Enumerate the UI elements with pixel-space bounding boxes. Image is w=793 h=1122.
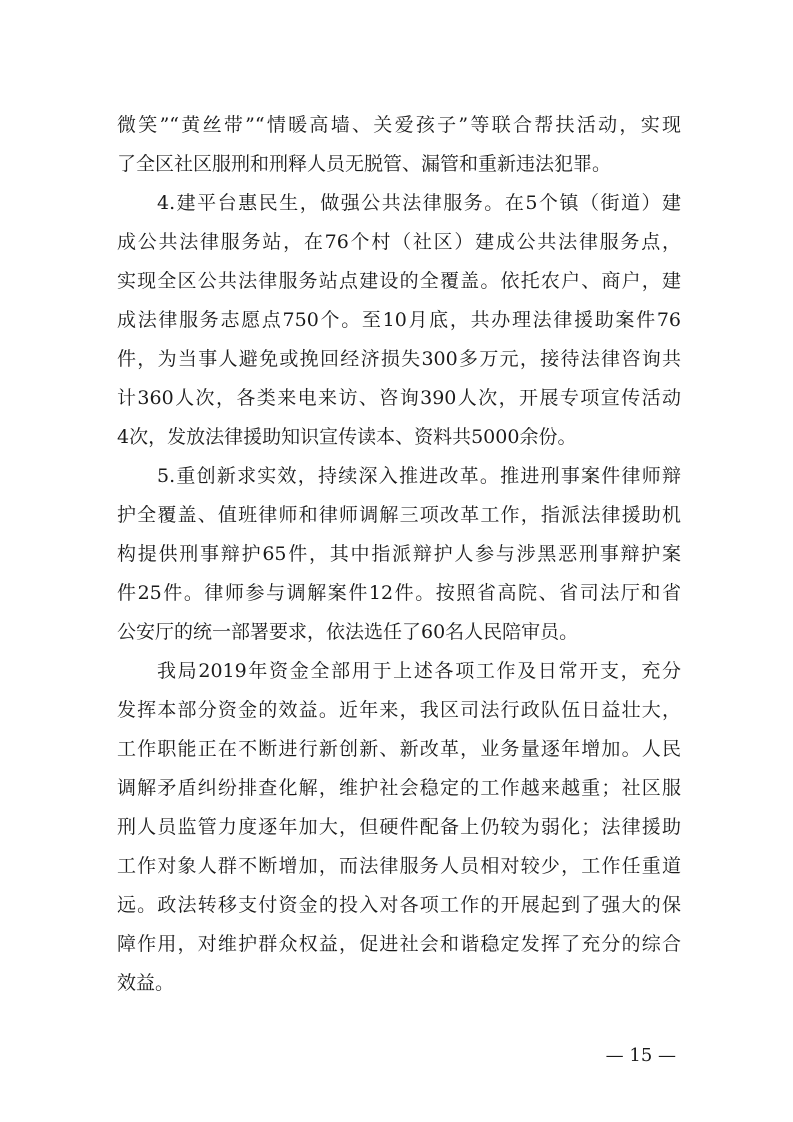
paragraph-first-line: 5.重创新求实效，持续深入推进改革。推进刑事案件律师辩: [157, 465, 681, 487]
text-line: 构提供刑事辩护65件，其中指派辩护人参与涉黑恶刑事辩护案: [117, 543, 681, 565]
text-line: 微笑”“黄丝带”“情暖高墙、关爱孩子”等联合帮扶活动，实现: [117, 114, 681, 136]
body-text: [117, 106, 681, 1003]
text-line: 了全区社区服刑和刑释人员无脱管、漏管和重新违法犯罪。: [117, 153, 612, 175]
text-line: 工作职能正在不断进行新创新、新改革，业务量逐年增加。人民: [117, 738, 681, 760]
paragraph-first-line: 我局2019年资金全部用于上述各项工作及日常开支，充分: [157, 660, 681, 682]
text-line: 效益。: [117, 972, 175, 994]
page-number: — 15 —: [605, 1045, 676, 1066]
text-line: 调解矛盾纠纷排查化解，维护社会稳定的工作越来越重；社区服: [117, 777, 681, 799]
text-line: 计360人次，各类来电来访、咨询390人次，开展专项宣传活动: [117, 387, 681, 409]
text-line: 护全覆盖、值班律师和律师调解三项改革工作，指派法律援助机: [117, 504, 681, 526]
text-line: 实现全区公共法律服务站点建设的全覆盖。依托农户、商户，建: [117, 270, 681, 292]
text-line: 工作对象人群不断增加，而法律服务人员相对较少，工作任重道: [117, 855, 681, 877]
text-line: 刑人员监管力度逐年加大，但硬件配备上仍较为弱化；法律援助: [117, 816, 681, 838]
text-line: 障作用，对维护群众权益，促进社会和谐稳定发挥了充分的综合: [117, 933, 681, 955]
paragraph-first-line: 4.建平台惠民生，做强公共法律服务。在5个镇（街道）建: [157, 192, 681, 214]
text-line: 件，为当事人避免或挽回经济损失300多万元，接待法律咨询共: [117, 348, 681, 370]
text-line: 4次，发放法律援助知识宣传读本、资料共5000余份。: [117, 426, 577, 448]
text-line: 成法律服务志愿点750个。至10月底，共办理法律援助案件76: [117, 309, 681, 331]
text-line: 公安厅的统一部署要求，依法选任了60名人民陪审员。: [117, 621, 579, 643]
text-line: 成公共法律服务站，在76个村（社区）建成公共法律服务点，: [117, 231, 681, 253]
text-line: 件25件。律师参与调解案件12件。按照省高院、省司法厅和省: [117, 582, 681, 604]
text-line: 发挥本部分资金的效益。近年来，我区司法行政队伍日益壮大，: [117, 699, 681, 721]
text-line: 远。政法转移支付资金的投入对各项工作的开展起到了强大的保: [117, 894, 681, 916]
